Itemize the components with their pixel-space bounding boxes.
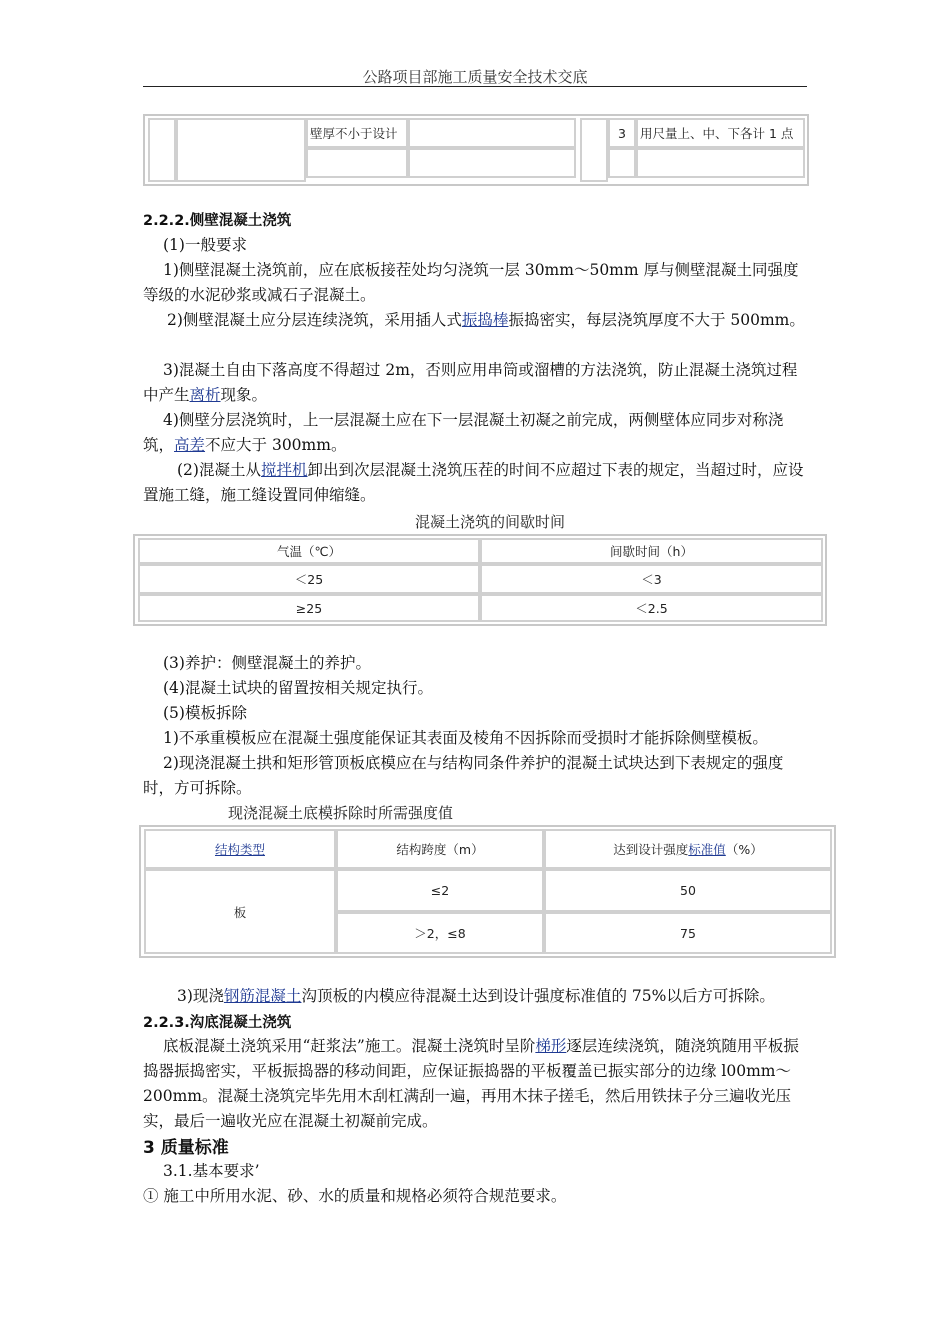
- table-cell: [636, 148, 805, 178]
- paragraph: (4)混凝土试块的留置按相关规定执行。: [163, 679, 433, 697]
- link-standard-value[interactable]: 标准值: [688, 842, 726, 857]
- text: 2)侧壁混凝土应分层连续浇筑，采用插人式: [167, 311, 462, 329]
- section-heading-2-2-2: 2.2.2.侧壁混凝土浇筑: [143, 213, 292, 229]
- paragraph: ① 施工中所用水泥、砂、水的质量和规格必须符合规范要求。: [143, 1187, 567, 1205]
- paragraph: (3)养护：侧壁混凝土的养护。: [163, 654, 371, 672]
- paragraph: [143, 1034, 809, 1134]
- link-structure-type[interactable]: 结构类型: [214, 842, 265, 857]
- table-cell: [306, 148, 408, 178]
- table-cell: ＜25: [138, 564, 480, 594]
- paragraph: (5)模板拆除: [163, 704, 247, 722]
- paragraph: 2)现浇混凝土拱和矩形管顶板底模应在与结构同条件养护的混凝土试块达到下表规定的强度时，方可拆除。: [143, 754, 784, 797]
- paragraph: 1)不承重模板应在混凝土强度能保证其表面及棱角不因拆除而受损时才能拆除侧壁模板。: [163, 729, 768, 747]
- text: 4)侧壁分层浇筑时，上一层混凝土应在下一层混凝土初凝之前完成，两侧壁体应同步对称浇筑，: [143, 411, 784, 454]
- text: 3)混凝土自由下落高度不得超过 2m，否则应用串筒或溜槽的方法浇筑，防止混凝土浇筑过程中产生: [143, 361, 798, 404]
- table-cell: 50: [544, 869, 832, 912]
- table-cell: 75: [544, 912, 832, 954]
- text: 3)现浇: [177, 987, 224, 1005]
- text: 不应大于 300mm。: [205, 436, 347, 454]
- paragraph: [143, 984, 809, 1009]
- text: （%）: [725, 842, 763, 857]
- table-header-cell: 气温（℃）: [138, 538, 480, 564]
- table-cell: [408, 118, 576, 148]
- table-cell: ≥25: [138, 594, 480, 622]
- link-reinforced-concrete[interactable]: 钢筋混凝土: [223, 987, 302, 1005]
- table-caption: 混凝土浇筑的间歇时间: [414, 513, 565, 531]
- table-cell: ＜2.5: [480, 594, 823, 622]
- table-header-cell: 间歇时间（h）: [480, 538, 823, 564]
- table-cell: ＞2，≤8: [336, 912, 544, 954]
- link-trapezoid[interactable]: 梯形: [535, 1037, 567, 1055]
- table-caption: 现浇混凝土底模拆除时所需强度值: [228, 804, 454, 822]
- text: 逐层连续浇筑，随浇筑随用平板振捣器振捣密实，平板振捣器的移动间距，应保证振捣器的平板覆盖已振实部分的边缘 l00mm～200mm。混凝土浇筑完毕先用木刮杠满刮一遍，再用木抹子搓毛，然后用铁抹子分三遍收光压实，最后一遍收光应在混凝土初凝前完成。: [143, 1037, 799, 1130]
- paragraph: (1)一般要求: [163, 236, 247, 254]
- link-mixer[interactable]: 搅拌机: [260, 461, 308, 479]
- text: 现象。: [220, 386, 268, 404]
- paragraph: [143, 358, 809, 408]
- table-cell: [408, 148, 576, 178]
- table-cell: [148, 118, 176, 182]
- table-header-cell: [544, 829, 832, 869]
- table-cell: [608, 148, 636, 178]
- table-cell: 3: [608, 118, 636, 148]
- text: 底板混凝土浇筑采用“赶浆法”施工。混凝土浇筑时呈阶: [163, 1037, 536, 1055]
- link-segregation[interactable]: 离析: [189, 386, 221, 404]
- table-cell: ＜3: [480, 564, 823, 594]
- paragraph: 1)侧壁混凝土浇筑前，应在底板接茬处均匀浇筑一层 30mm～50mm 厚与侧壁混凝土同强度等级的水泥砂浆或减石子混凝土。: [143, 261, 799, 304]
- text: (2)混凝土从: [177, 461, 261, 479]
- text: 振捣密实，每层浇筑厚度不大于 500mm。: [508, 311, 805, 329]
- table-cell: [176, 118, 306, 182]
- table-header-cell: 结构跨度（m）: [336, 829, 544, 869]
- table-cell: 板: [144, 869, 336, 954]
- header-rule: [143, 86, 807, 87]
- table-cell: 用尺量上、中、下各计 1 点: [636, 118, 805, 148]
- section-heading-2-2-3: 2.2.3.沟底混凝土浇筑: [143, 1015, 292, 1031]
- table-cell: 壁厚不小于设计: [306, 118, 408, 148]
- link-height-difference[interactable]: 高差: [174, 436, 206, 454]
- text: 达到设计强度: [613, 842, 689, 857]
- text: 沟顶板的内模应待混凝土达到设计强度标准值的 75%以后方可拆除。: [301, 987, 775, 1005]
- page-header-title: 公路项目部施工质量安全技术交底: [362, 68, 588, 86]
- paragraph: [143, 308, 809, 333]
- section-heading-3: 3 质量标准: [143, 1138, 229, 1158]
- paragraph: [143, 408, 809, 458]
- table-header-cell: [144, 829, 336, 869]
- link-vibrator[interactable]: 振捣棒: [461, 311, 509, 329]
- paragraph: 3.1.基本要求’: [163, 1162, 260, 1180]
- table-cell: [580, 118, 608, 182]
- text: 卸出到次层混凝土浇筑压茬的时间不应超过下表的规定，当超过时，应设置施工缝，施工缝设置同伸缩缝。: [143, 461, 804, 504]
- table-cell: ≤2: [336, 869, 544, 912]
- paragraph: [143, 458, 809, 508]
